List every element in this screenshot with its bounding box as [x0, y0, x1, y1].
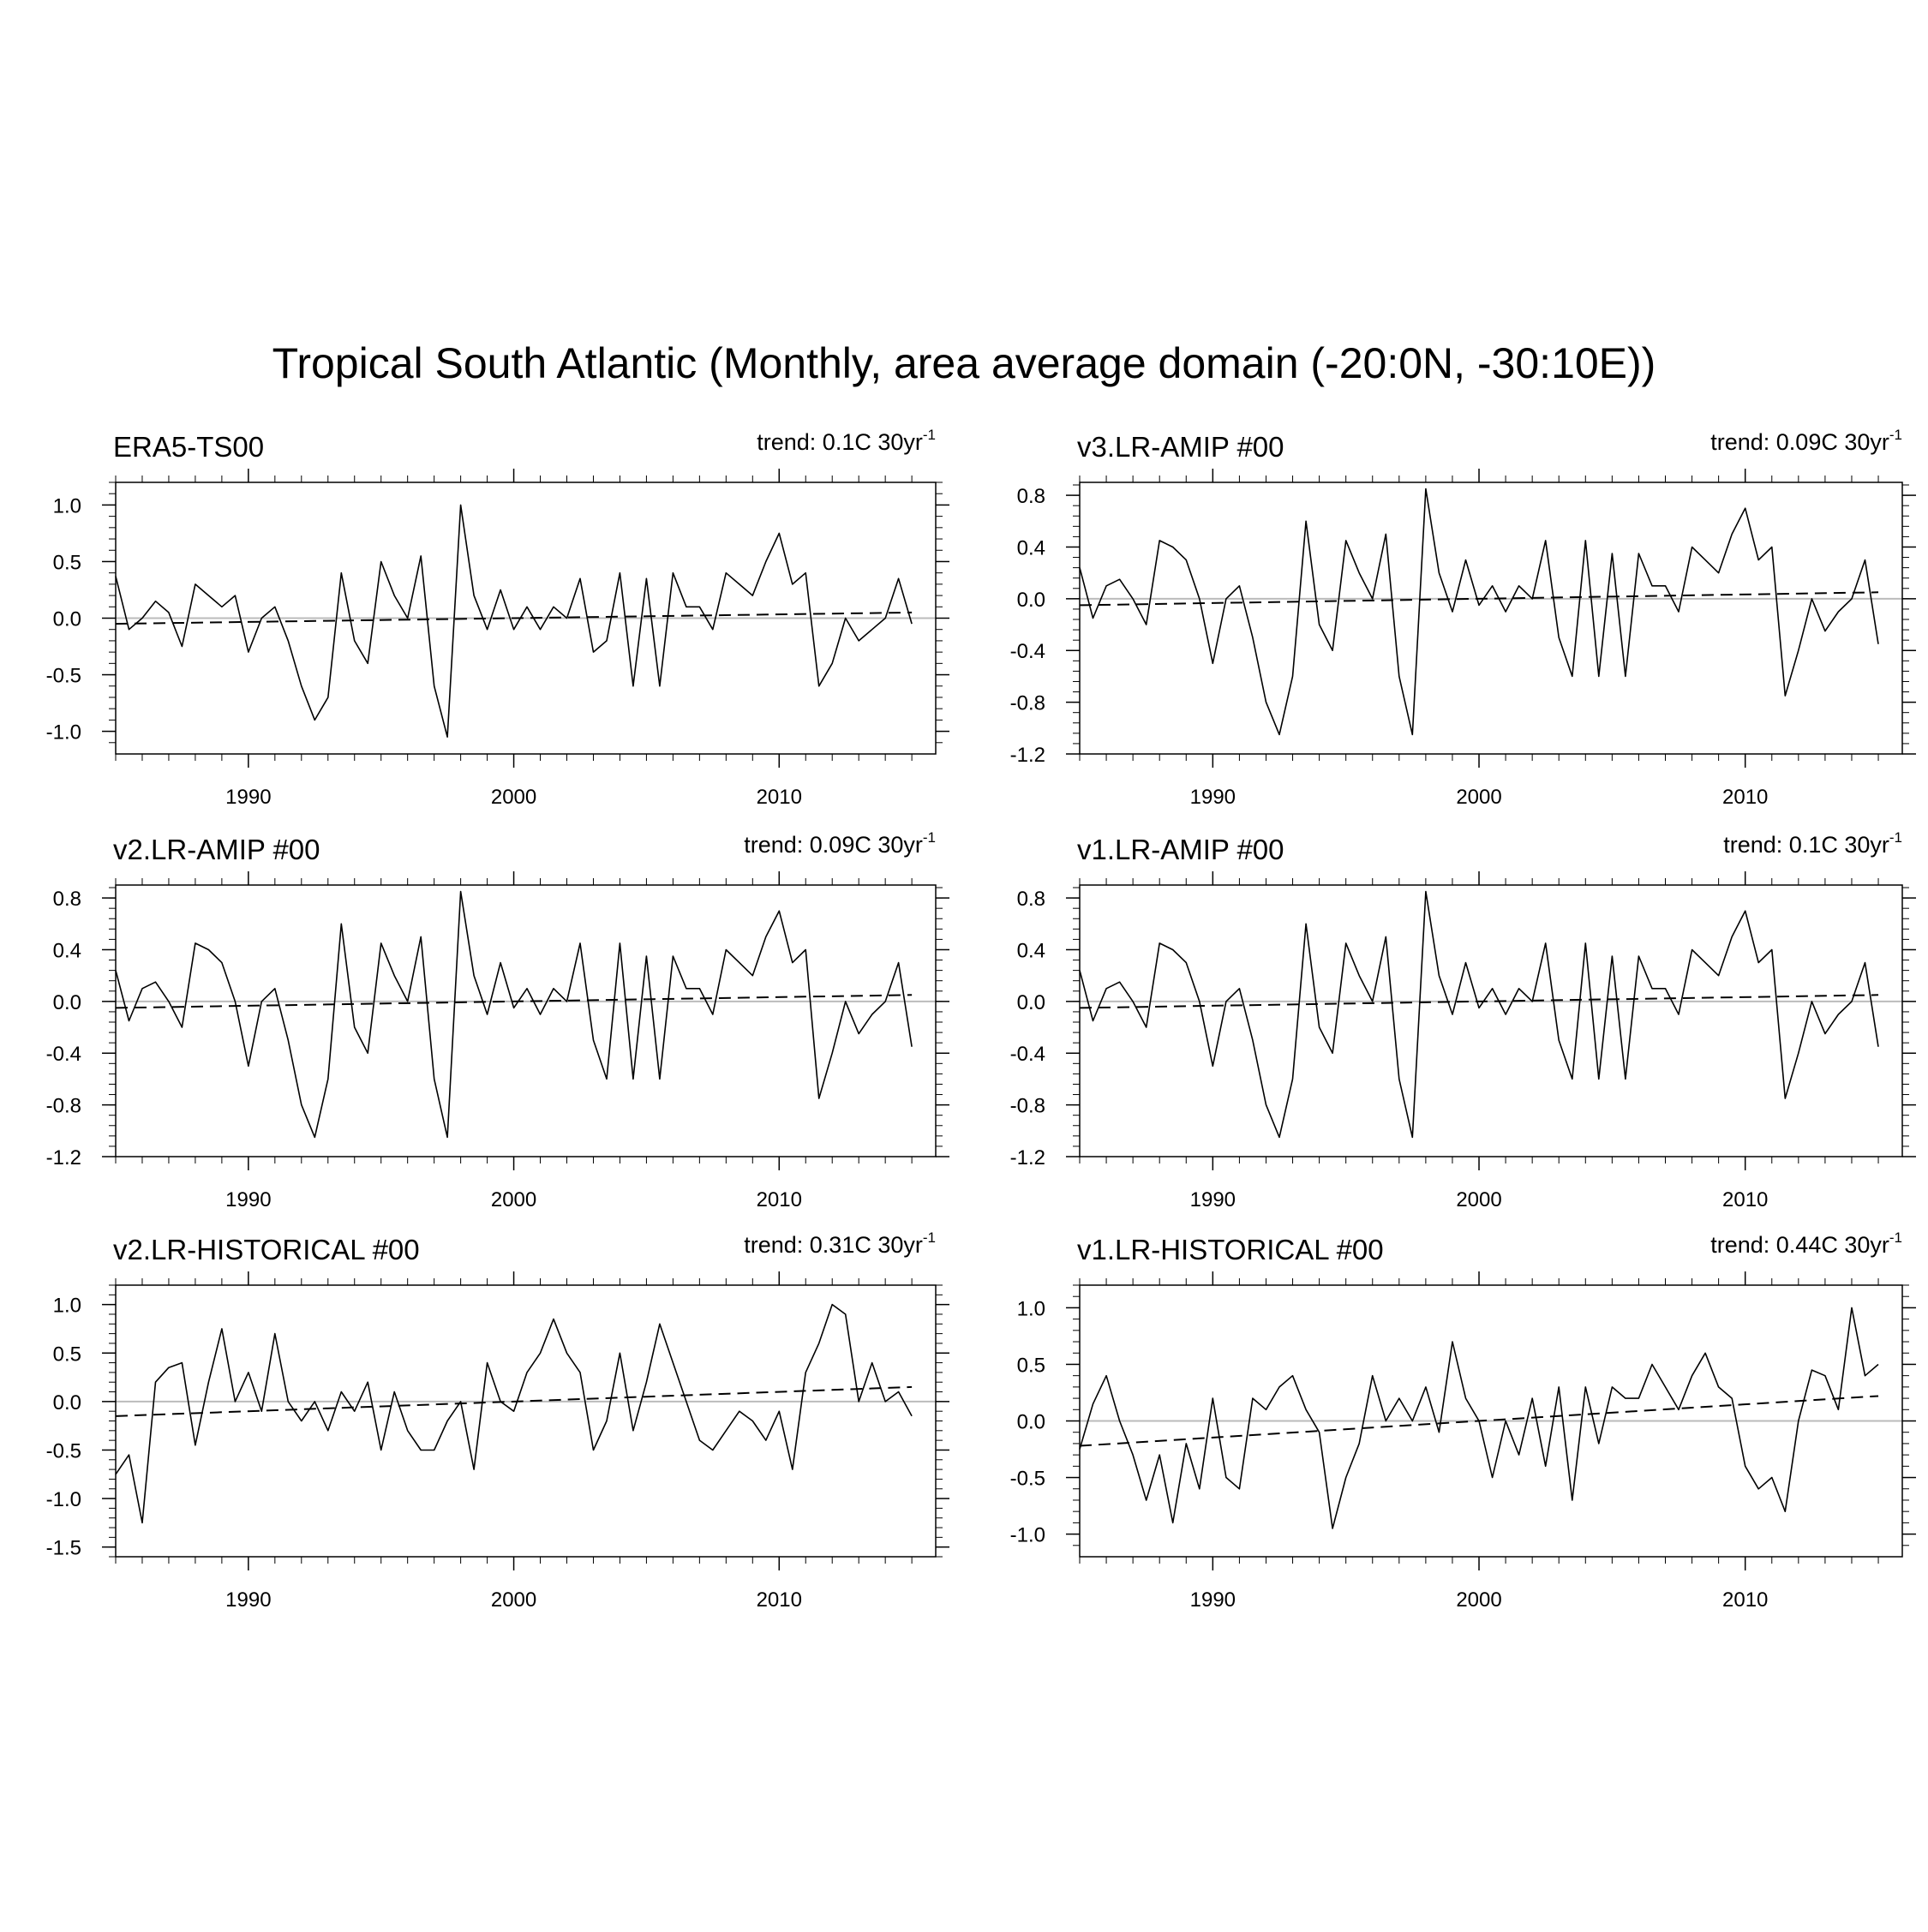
- y-tick-label: -0.5: [1009, 1467, 1045, 1491]
- trend-text: trend: 0.1C 30yr: [1723, 832, 1889, 858]
- trend-exponent: -1: [1889, 829, 1902, 846]
- x-tick-label: 1990: [1189, 786, 1236, 809]
- chart-panel-6: [1010, 1229, 1916, 1612]
- x-tick-label: 2010: [756, 786, 802, 809]
- y-tick-label: 0.8: [1016, 888, 1045, 912]
- chart-panel-1: [46, 427, 949, 809]
- data-series-line: [116, 505, 912, 737]
- y-tick-label: 0.0: [52, 990, 81, 1014]
- trend-label: [757, 427, 936, 455]
- y-tick-label: 1.0: [1016, 1297, 1045, 1321]
- data-series-line: [1080, 489, 1878, 735]
- trend-label: [744, 829, 936, 858]
- x-tick-label: 2000: [490, 786, 537, 809]
- y-tick-label: 0.5: [1016, 1354, 1045, 1378]
- chart-panel-4: [1010, 829, 1916, 1211]
- y-tick-label: 1.0: [52, 1294, 81, 1318]
- chart-panel-2: [1010, 427, 1916, 809]
- y-tick-label: -0.4: [1009, 640, 1045, 664]
- y-tick-label: -1.2: [1009, 1146, 1045, 1169]
- x-tick-label: 2000: [1456, 1588, 1502, 1612]
- panel-title: v2.LR-HISTORICAL #00: [113, 1234, 420, 1265]
- trend-exponent: -1: [922, 829, 936, 846]
- x-tick-label: 2000: [490, 1588, 537, 1612]
- data-series-line: [1080, 1307, 1878, 1528]
- y-tick-label: 0.0: [52, 1391, 81, 1415]
- panel-title: ERA5-TS00: [113, 431, 265, 463]
- trend-label: [1723, 829, 1902, 858]
- chart-panel-5: [46, 1229, 949, 1612]
- y-tick-label: 0.8: [52, 888, 81, 912]
- y-tick-label: -1.5: [45, 1536, 81, 1560]
- trend-exponent: -1: [1889, 1229, 1902, 1246]
- x-tick-label: 2010: [1722, 1588, 1769, 1612]
- data-series-line: [116, 892, 912, 1138]
- panel-title: v3.LR-AMIP #00: [1077, 431, 1284, 463]
- y-tick-label: -0.4: [45, 1043, 81, 1067]
- data-series-line: [1080, 892, 1878, 1138]
- y-tick-label: 0.4: [52, 939, 81, 963]
- data-series-line: [116, 1305, 912, 1523]
- x-tick-label: 1990: [225, 1188, 272, 1211]
- y-tick-label: -0.5: [45, 1439, 81, 1463]
- x-tick-label: 2010: [1722, 1188, 1769, 1211]
- y-tick-label: -0.8: [45, 1094, 81, 1118]
- trend-exponent: -1: [922, 427, 936, 443]
- x-tick-label: 1990: [225, 1588, 272, 1612]
- panel-title: v2.LR-AMIP #00: [113, 834, 320, 865]
- trend-text: trend: 0.44C 30yr: [1710, 1232, 1889, 1258]
- panel-title: v1.LR-AMIP #00: [1077, 834, 1284, 865]
- chart-panel-3: [46, 829, 949, 1211]
- y-tick-label: 0.5: [52, 1343, 81, 1367]
- y-tick-label: 0.0: [52, 607, 81, 631]
- x-tick-label: 1990: [1189, 1588, 1236, 1612]
- y-tick-label: 0.0: [1016, 1410, 1045, 1434]
- x-tick-label: 1990: [225, 786, 272, 809]
- x-tick-label: 2010: [756, 1188, 802, 1211]
- x-tick-label: 2000: [1456, 786, 1502, 809]
- x-tick-label: 2010: [1722, 786, 1769, 809]
- y-tick-label: 0.0: [1016, 990, 1045, 1014]
- y-tick-label: -1.0: [45, 721, 81, 745]
- y-tick-label: -0.4: [1009, 1043, 1045, 1067]
- trend-text: trend: 0.31C 30yr: [744, 1232, 923, 1258]
- trend-exponent: -1: [922, 1229, 936, 1246]
- x-tick-label: 1990: [1189, 1188, 1236, 1211]
- y-tick-label: -0.8: [1009, 1094, 1045, 1118]
- y-tick-label: -0.5: [45, 664, 81, 688]
- trend-label: [1710, 1229, 1902, 1258]
- trend-label: [744, 1229, 936, 1258]
- x-tick-label: 2000: [1456, 1188, 1502, 1211]
- x-tick-label: 2010: [756, 1588, 802, 1612]
- y-tick-label: -1.2: [1009, 744, 1045, 767]
- trend-label: [1710, 427, 1902, 455]
- y-tick-label: 0.4: [1016, 939, 1045, 963]
- panel-title: v1.LR-HISTORICAL #00: [1077, 1234, 1384, 1265]
- trend-text: trend: 0.09C 30yr: [744, 832, 923, 858]
- y-tick-label: -1.0: [45, 1488, 81, 1512]
- y-tick-label: -0.8: [1009, 691, 1045, 715]
- figure-title: Tropical South Atlantic (Monthly, area average domain (-20:0N, -30:10E)): [272, 339, 1656, 387]
- y-tick-label: 0.4: [1016, 536, 1045, 560]
- y-tick-label: 0.8: [1016, 485, 1045, 509]
- y-tick-label: -1.2: [45, 1146, 81, 1169]
- y-tick-label: 0.0: [1016, 588, 1045, 612]
- trend-exponent: -1: [1889, 427, 1902, 443]
- plot-frame: [116, 1285, 936, 1557]
- y-tick-label: 1.0: [52, 494, 81, 518]
- trend-text: trend: 0.09C 30yr: [1710, 429, 1889, 455]
- y-tick-label: 0.5: [52, 551, 81, 575]
- x-tick-label: 2000: [490, 1188, 537, 1211]
- trend-text: trend: 0.1C 30yr: [757, 429, 923, 455]
- y-tick-label: -1.0: [1009, 1523, 1045, 1547]
